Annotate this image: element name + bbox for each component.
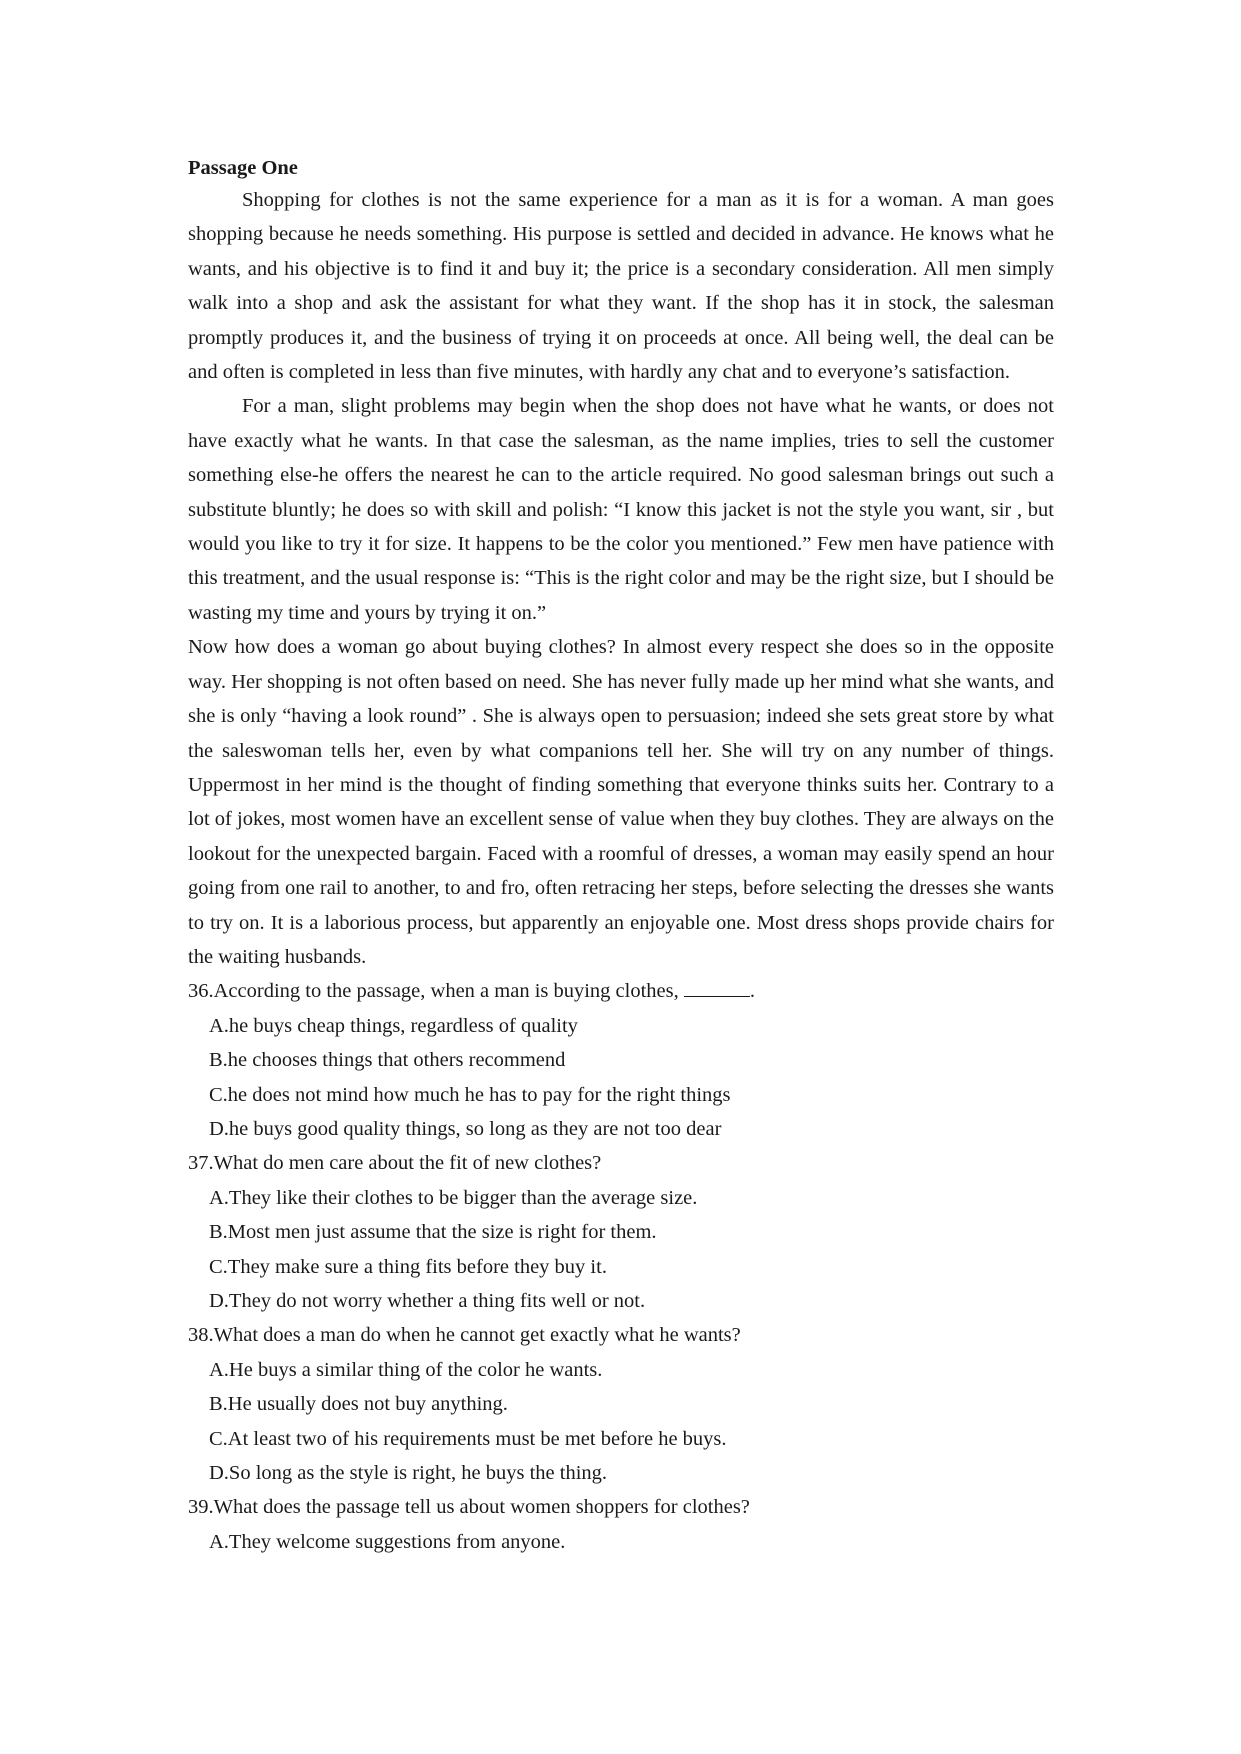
question-36 xyxy=(188,974,1054,1146)
passage-paragraph-2: For a man, slight problems may begin when the shop does not have what he wants, or does not have exactly what he wants. In that case the salesman, as the name implies, tries to sell the customer something else-he offers the nearest he can to the article required. No good salesman brings out such a substitute bluntly; he does so with skill and polish: “I know this jacket is not the style you want, sir , but would you like to try it for size. It happens to be the color you mentioned.” Few men have patience with this treatment, and the usual response is: “This is the right color and may be the right size, but I should be wasting my time and yours by trying it on.” xyxy=(188,395,1054,624)
passage-paragraph-1: Shopping for clothes is not the same experience for a man as it is for a woman. A man goes shopping because he needs something. His purpose is settled and decided in advance. He knows what he wants, and his objective is to find it and buy it; the price is a secondary consideration. All men simply walk into a shop and ask the assistant for what they want. If the shop has it in stock, the salesman promptly produces it, and the business of trying it on proceeds at once. All being well, the deal can be and often is completed in less than five minutes, with hardly any chat and to everyone’s satisfaction. xyxy=(188,189,1054,384)
document-page xyxy=(188,153,1054,1559)
passage-paragraph-3: Now how does a woman go about buying clothes? In almost every respect she does so in the opposite way. Her shopping is not often based on need. She has never fully made up her mind what she wants, and she is only “having a look round” . She is always open to persuasion; indeed she sets great store by what the saleswoman tells her, even by what companions tell her. She will try on any number of things. Uppermost in her mind is the thought of finding something that everyone thinks suits her. Contrary to a lot of jokes, most women have an excellent sense of value when they buy clothes. They are always on the lookout for the unexpected bargain. Faced with a roomful of dresses, a woman may easily spend an hour going from one rail to another, to and fro, often retracing her steps, before selecting the dresses she wants to try on. It is a laborious process, but apparently an enjoyable one. Most dress shops provide chairs for the waiting husbands. xyxy=(188,636,1054,968)
question-number: 37. xyxy=(188,1152,214,1175)
question-37 xyxy=(188,1146,1054,1318)
question-39 xyxy=(188,1490,1054,1559)
option-c: C.At least two of his requirements must be met before he buys. xyxy=(209,1427,727,1450)
question-number: 39. xyxy=(188,1496,214,1519)
option-d: D.They do not worry whether a thing fits well or not. xyxy=(209,1290,646,1312)
question-text: What do men care about the fit of new clothes? xyxy=(213,1152,602,1175)
option-a: A.They like their clothes to be bigger than the average size. xyxy=(209,1186,698,1209)
option-d: D.So long as the style is right, he buys the thing. xyxy=(209,1462,608,1485)
question-stem xyxy=(188,1490,1054,1524)
option-b: B.He usually does not buy anything. xyxy=(209,1393,508,1416)
question-text: What does the passage tell us about women shoppers for clothes? xyxy=(213,1496,750,1519)
question-stem xyxy=(188,1146,1054,1180)
answer-blank xyxy=(684,976,750,997)
question-stem xyxy=(188,974,1054,1008)
question-stem xyxy=(188,1318,1054,1352)
option-d: D.he buys good quality things, so long as they are not too dear xyxy=(209,1117,722,1140)
question-number: 38. xyxy=(188,1324,214,1347)
question-text: According to the passage, when a man is buying clothes, xyxy=(213,980,684,1003)
question-number: 36. xyxy=(188,980,214,1003)
passage-title: Passage One xyxy=(188,157,298,179)
option-b: B.he chooses things that others recommend xyxy=(209,1049,566,1072)
question-text: What does a man do when he cannot get exactly what he wants? xyxy=(213,1324,741,1347)
option-a: A.They welcome suggestions from anyone. xyxy=(209,1530,566,1553)
option-c: C.They make sure a thing fits before they buy it. xyxy=(209,1255,607,1278)
option-a: A.He buys a similar thing of the color he wants. xyxy=(209,1358,603,1381)
question-punctuation: . xyxy=(749,980,755,1003)
option-b: B.Most men just assume that the size is right for them. xyxy=(209,1221,657,1244)
question-38 xyxy=(188,1318,1054,1490)
option-c: C.he does not mind how much he has to pay for the right things xyxy=(209,1083,731,1106)
option-a: A.he buys cheap things, regardless of quality xyxy=(209,1014,578,1037)
